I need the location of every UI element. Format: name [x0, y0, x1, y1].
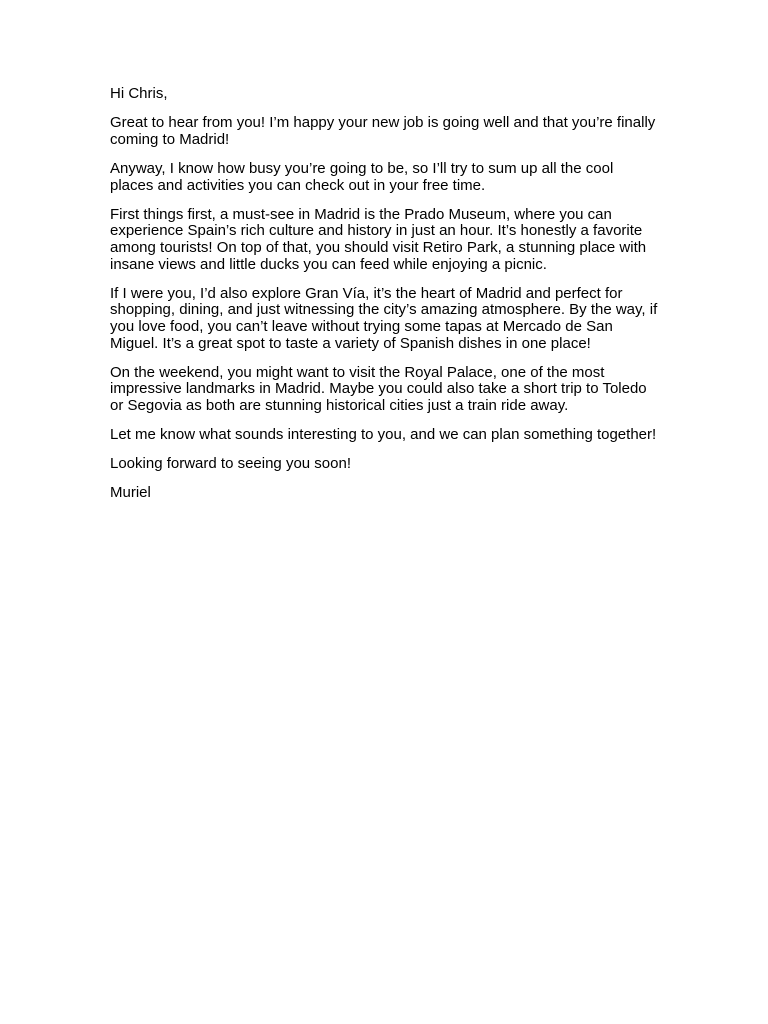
- letter-body: [110, 86, 658, 515]
- letter-closing: Looking forward to seeing you soon!: [110, 455, 351, 473]
- letter-paragraph-5: On the weekend, you might want to visit the Royal Palace, one of the most impressive landmarks in Madrid. Maybe you could also take a short trip to Toledo or Segovia as both are stunning historical cities just a train ride away.: [110, 363, 647, 414]
- letter-paragraph-3: First things first, a must-see in Madrid is the Prado Museum, where you can experience Spain’s rich culture and history in just an hour. It’s honestly a favorite among tourists! On top of that, you should visit Retiro Park, a stunning place with insane views and little ducks you can feed while enjoying a picnic.: [110, 205, 647, 273]
- letter-greeting: Hi Chris,: [110, 85, 168, 102]
- letter-signature: Muriel: [110, 484, 151, 502]
- letter-paragraph-4: If I were you, I’d also explore Gran Vía, it’s the heart of Madrid and perfect for shopping, dining, and just witnessing the city’s amazing atmosphere. By the way, if you love food, you can’t leave without trying some tapas at Mercado de San Miguel. It’s a great spot to taste a variety of Spanish dishes in one place!: [110, 284, 658, 352]
- letter-paragraph-6: Let me know what sounds interesting to you, and we can plan something together!: [110, 426, 657, 444]
- letter-paragraph-1: Great to hear from you! I’m happy your new job is going well and that you’re finally coming to Madrid!: [110, 114, 656, 148]
- letter-paragraph-2: Anyway, I know how busy you’re going to be, so I’ll try to sum up all the cool places and activities you can check out in your free time.: [110, 159, 614, 194]
